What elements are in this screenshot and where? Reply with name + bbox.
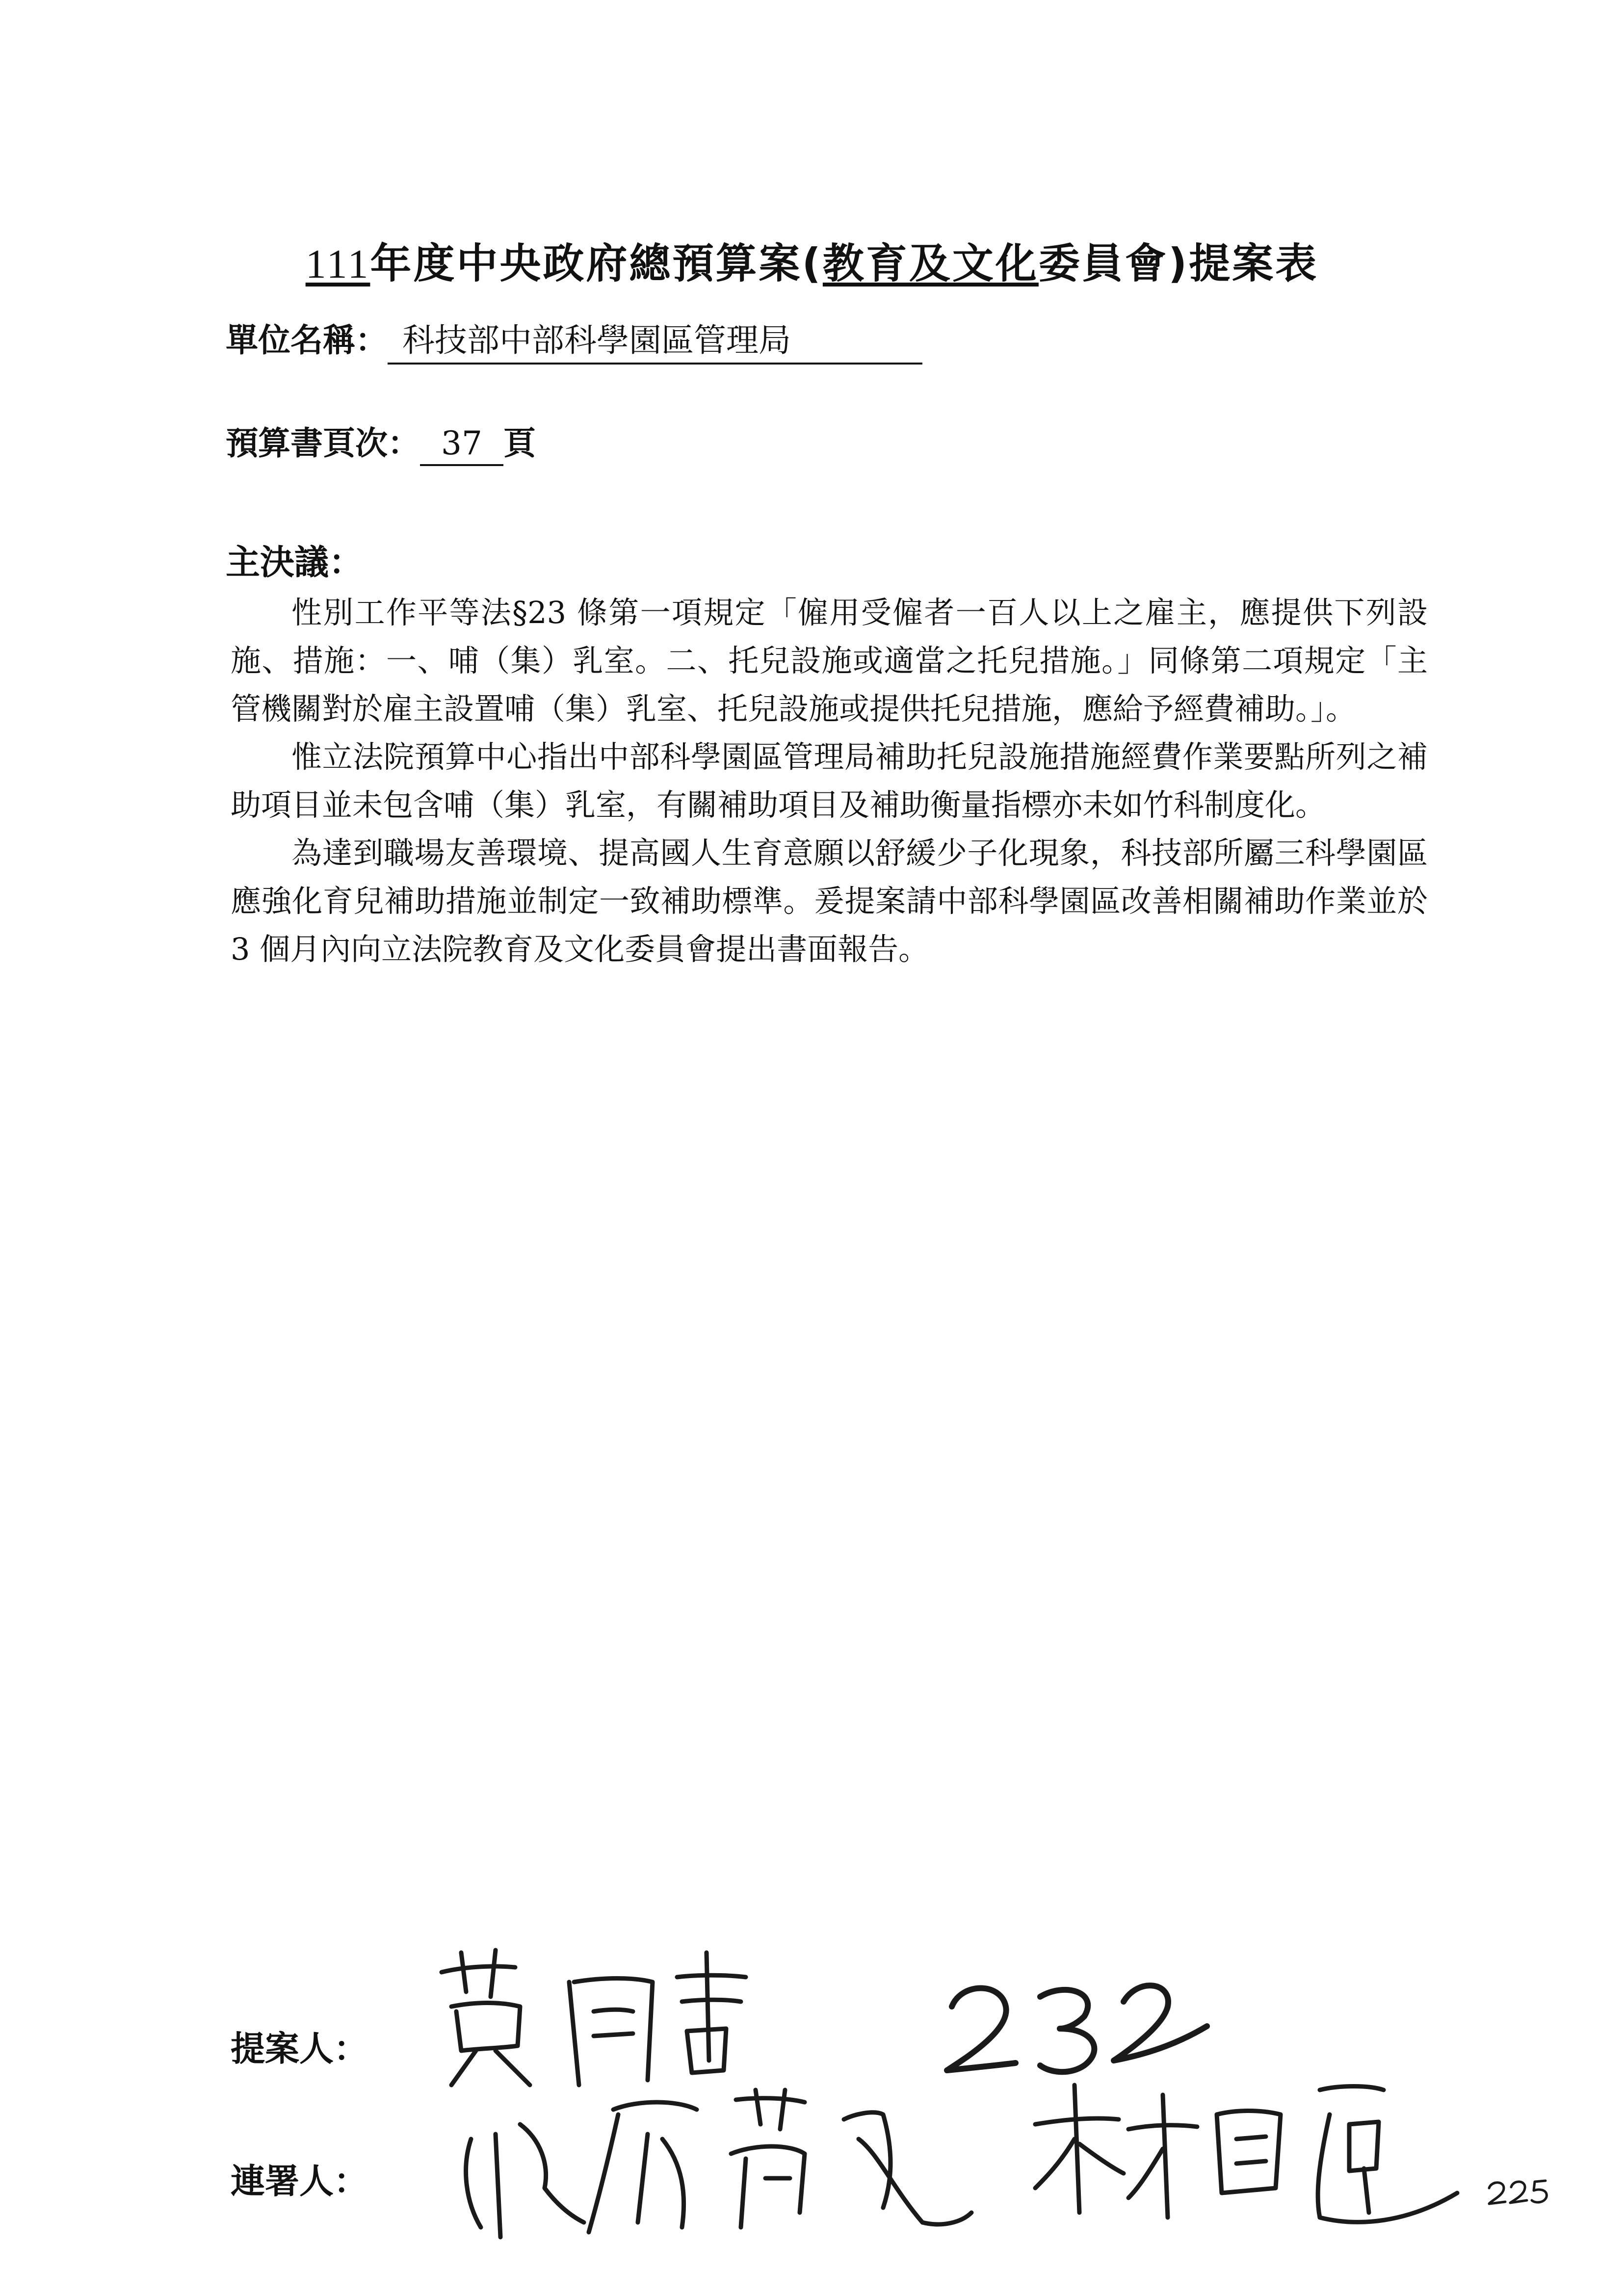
cosigner-signature-2 (1025, 2070, 1467, 2237)
budget-page-value: 37 (420, 424, 503, 466)
unit-label: 單位名稱： (226, 321, 388, 359)
decision-paragraph-2: 惟立法院預算中心指出中部科學園區管理局補助托兒設施措施經費作業要點所列之補助項目並未包含哺（集）乳室，有關補助項目及補助衡量指標亦未如竹科制度化。 (231, 739, 1428, 823)
proposer-signature (432, 1938, 805, 2095)
budget-page-field (226, 417, 536, 466)
decision-label: 主決議： (226, 542, 363, 582)
title-year: 111 (305, 241, 370, 287)
page-mark (1487, 2173, 1555, 2208)
form-title (0, 231, 1624, 290)
title-committee: 教育及文化 (822, 239, 1039, 287)
proposer-number (942, 1967, 1217, 2085)
unit-field (226, 314, 922, 365)
decision-paragraph-3: 為達到職場友善環境、提高國人生育意願以舒緩少子化現象，科技部所屬三科學園區應強化育兒補助措施並制定一致補助標準。爰提案請中部科學園區改善相關補助作業並於 3 個月內向立法院教育及文化委員會提出書面報告。 (231, 835, 1428, 967)
budget-page-suffix: 頁 (503, 424, 536, 462)
cosigner-signature-1 (451, 2080, 991, 2242)
proposer-label: 提案人： (231, 2029, 368, 2069)
budget-page-label: 預算書頁次： (226, 424, 420, 462)
unit-value: 科技部中部科學園區管理局 (388, 314, 922, 365)
cosigner-label: 連署人： (231, 2161, 368, 2201)
decision-paragraph-1: 性別工作平等法§23 條第一項規定「僱用受僱者一百人以上之雇主，應提供下列設施、措施：一、哺（集）乳室。二、托兒設施或適當之托兒措施。」同條第二項規定「主管機關對於雇主設置哺（集）乳室、托兒設施或提供托兒措施，應給予經費補助。」。 (231, 595, 1428, 727)
title-part1: 年度中央政府總預算案( (370, 239, 823, 287)
decision-body (231, 589, 1428, 973)
title-part2: 委員會)提案表 (1038, 239, 1319, 287)
